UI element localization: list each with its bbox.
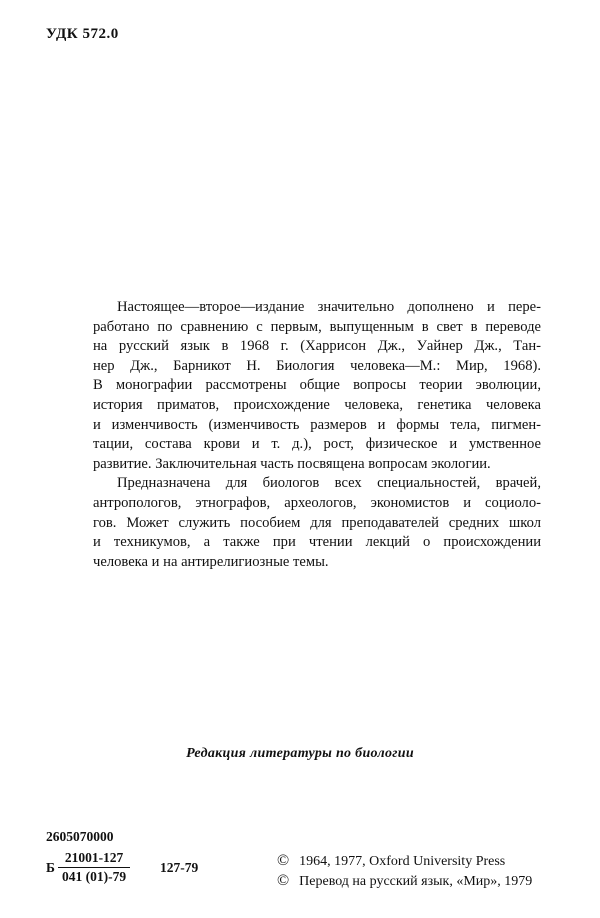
price-index — [46, 850, 246, 890]
annotation-text — [93, 298, 541, 572]
udk-code: УДК 572.0 — [46, 26, 119, 42]
copyright-text: Перевод на русский язык, «Мир», 1979 — [299, 874, 533, 889]
price-suffix: 127-79 — [160, 860, 199, 875]
catalog-code: 2605070000 — [46, 829, 114, 844]
text-line: работано по сравнению с первым, выпущенным в свет в переводе — [93, 318, 541, 335]
text-line: Предназначена для биологов всех специальностей, врачей, — [117, 475, 541, 492]
price-letter: Б — [46, 860, 55, 875]
text-line: и техникумов, а также при чтении лекций о происхождении — [93, 534, 541, 551]
annotation-paragraph-2 — [93, 474, 541, 572]
text-line: Настоящее—второе—издание значительно дополнено и пере- — [117, 299, 541, 315]
text-line: В монографии рассмотрены общие вопросы теории эволюции, — [93, 377, 541, 394]
copyright-text: 1964, 1977, Oxford University Press — [299, 854, 506, 869]
annotation-paragraph-1 — [93, 298, 541, 474]
text-line: человека и на антирелигиозные темы. — [93, 553, 329, 570]
copyright-line-original — [277, 852, 505, 870]
copyright-icon: © — [277, 872, 290, 889]
text-line: развитие. Заключительная часть посвящена вопросам экологии. — [93, 455, 491, 472]
copyright-line-translation — [277, 872, 532, 890]
editorial-department: Редакция литературы по биологии — [186, 746, 414, 761]
text-line: тации, состава крови и т. д.), рост, физическое и умственное — [93, 436, 541, 453]
copyright-icon: © — [277, 852, 290, 869]
text-line: история приматов, происхождение человека, генетика человека — [93, 396, 541, 413]
text-line: нер Дж., Барникот Н. Биология человека—М.: Мир, 1968). — [93, 357, 541, 374]
text-line: гов. Может служить пособием для преподавателей средних школ — [93, 514, 541, 531]
price-fraction — [58, 850, 130, 885]
text-line: антропологов, этнографов, археологов, экономистов и социоло- — [93, 494, 541, 511]
price-denominator: 041 (01)-79 — [62, 869, 127, 884]
price-numerator: 21001-127 — [58, 850, 130, 868]
text-line: на русский язык в 1968 г. (Харрисон Дж., Уайнер Дж., Тан- — [93, 338, 541, 355]
text-line: и изменчивость (изменчивость размеров и формы тела, пигмен- — [93, 416, 541, 433]
